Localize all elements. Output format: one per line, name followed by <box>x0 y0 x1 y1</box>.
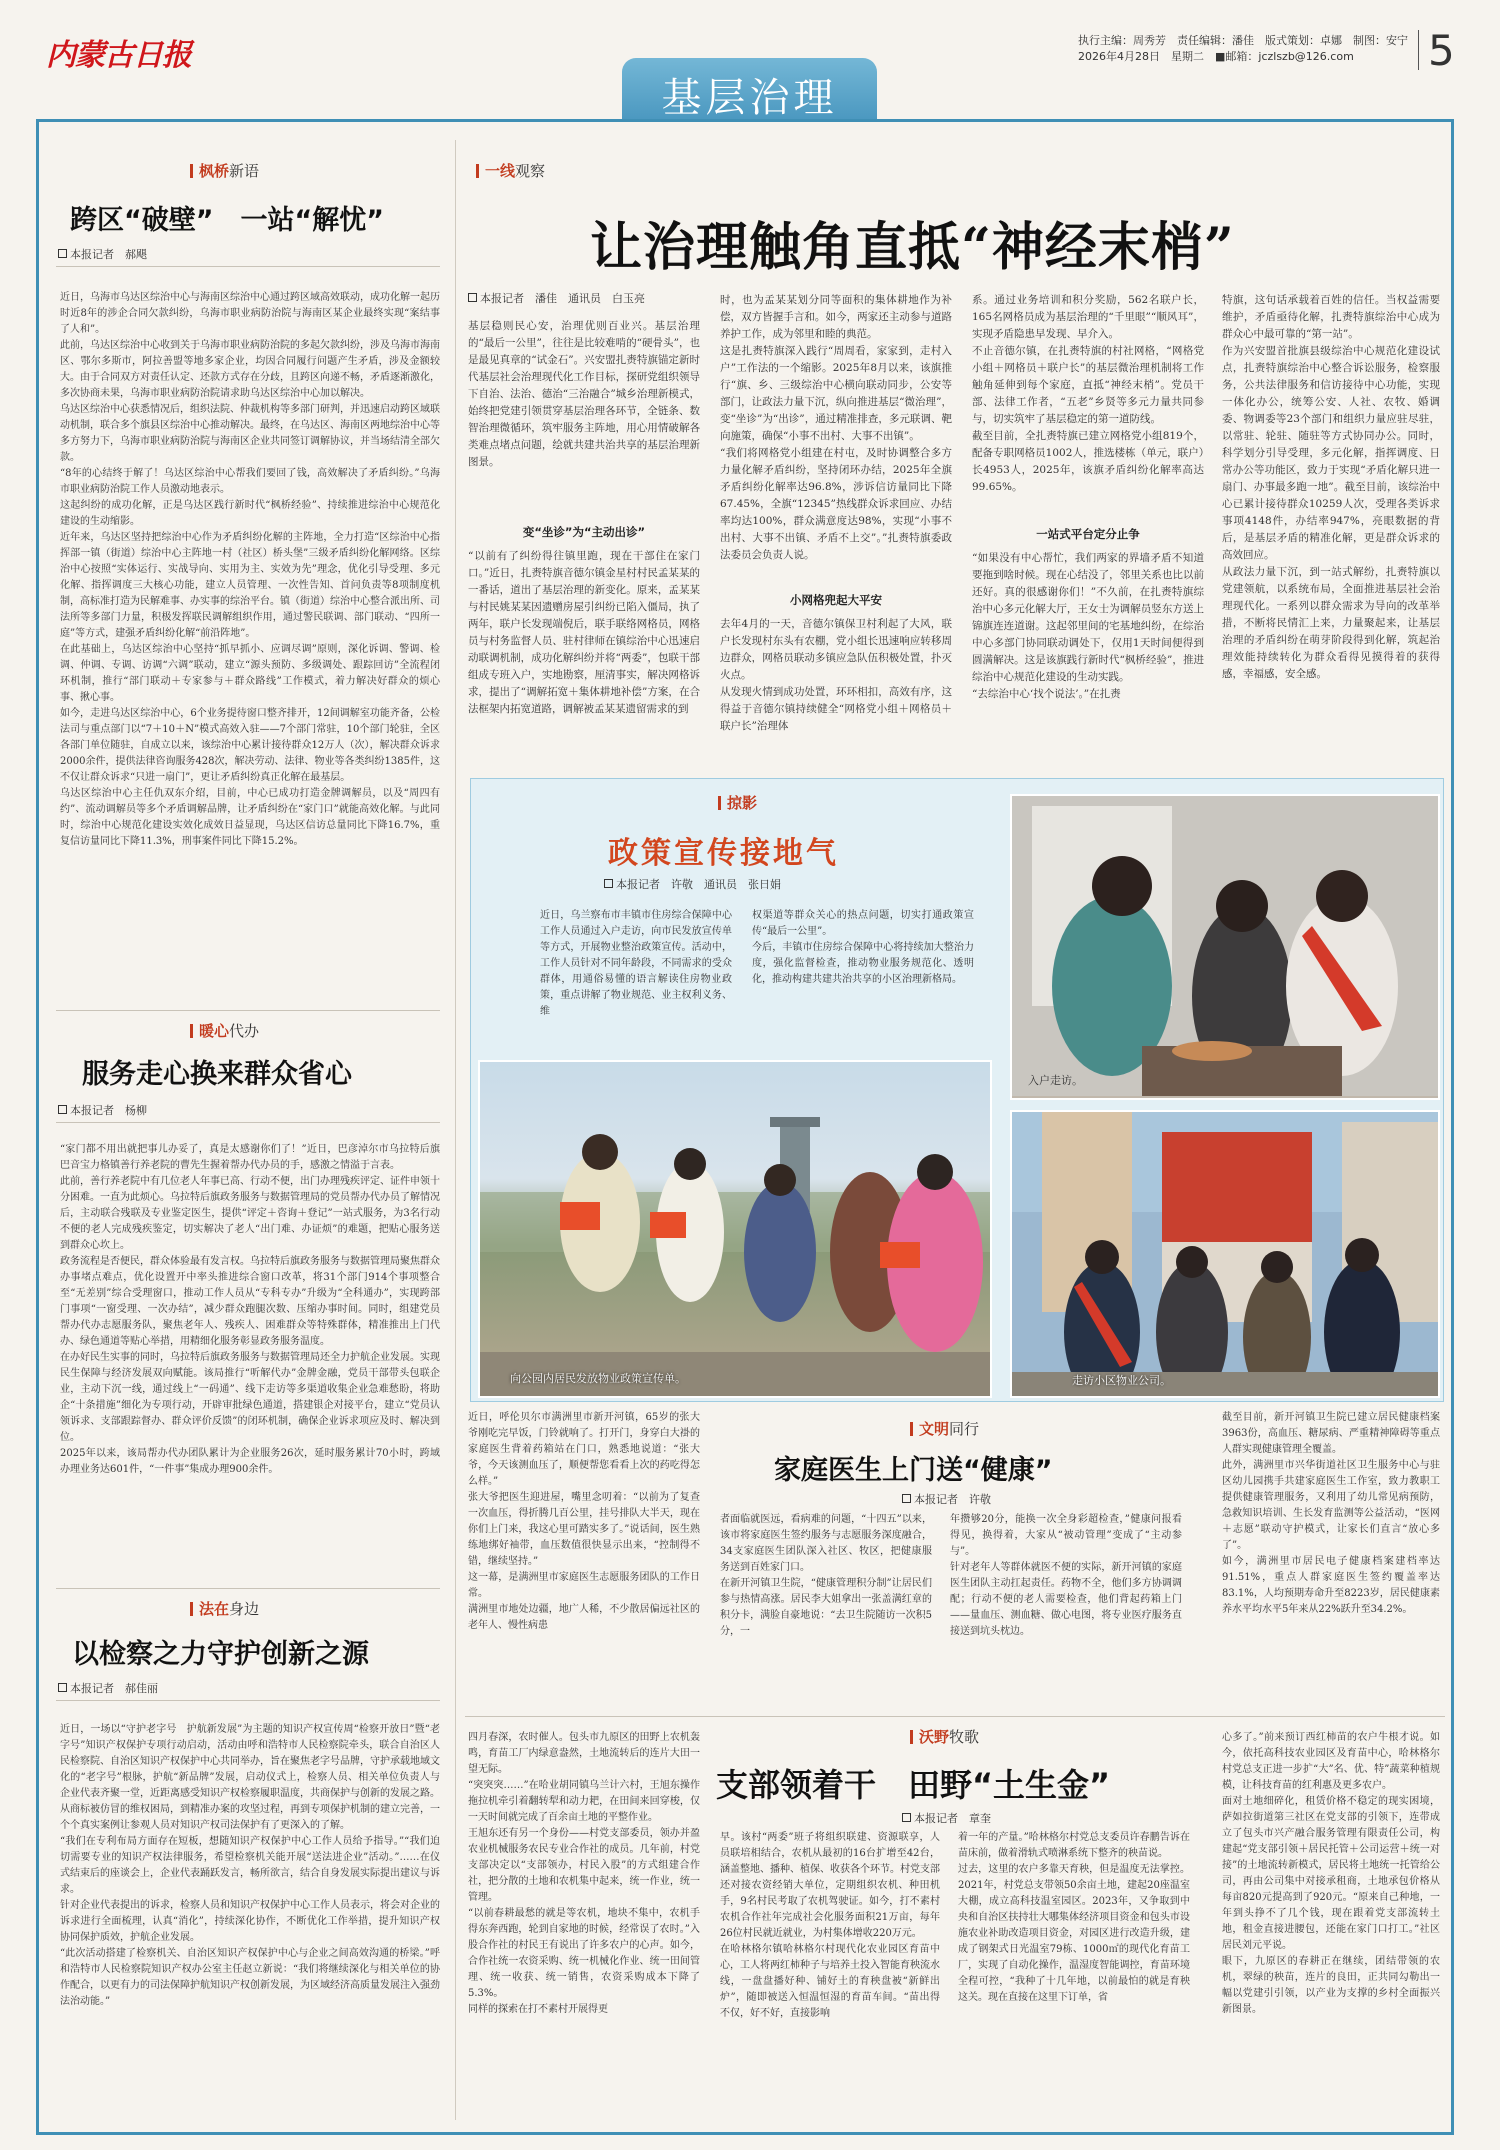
article-title: 以检察之力守护创新之源 <box>72 1639 369 1670</box>
column-tag: 法在身边 <box>190 1598 259 1619</box>
article-title: 跨区“破壁” 一站“解忧” <box>70 205 384 236</box>
article-body: 近日，乌海市乌达区综治中心与海南区综治中心通过跨区域高效联动，成功化解一起历时近8年的涉企合同欠款纠纷，乌海市职业病防治院与海南区某企业最终实现“案结事了人和”。 此前，乌达区综治中心收到关于乌海市职业病防治院的多起欠款纠纷，涉及乌海市海南区、鄂尔多斯市，阿拉善盟等地多家企业，均因合同履行问题产生矛盾，涉及金额较大。由于合同双方对责任认定、还款方式存在分歧，且跨区向递不畅，矛盾逐渐激化，多次协商未果，乌海市职业病防治院请求助乌达区综治中心加以解决。 乌达区综治中心获悉情况后，组织法院、仲裁机构等多部门研判，并迅速启动跨区域联动机制，联合多个旗县区综治中心推动解决。最终，在乌达区、海南区两地综治中心等多方努力下，乌海市职业病防治院与海南区企业共同签订调解协议，并当场结清全部欠款。 “8年的心结终于解了！乌达区综治中心帮我们要回了钱，高效解决了矛盾纠纷。”乌海市职业病防治院工作人员激动地表示。 这起纠纷的成功化解，正是乌达区践行新时代“枫桥经验”、持续推进综治中心规范化建设的生动缩影。 近年来，乌达区坚持把综治中心作为矛盾纠纷化解的主阵地，全力打造“区综治中心指挥部一镇（街道）综治中心主阵地一村（社区）桥头堡”三级矛盾纠纷化解网络。区综治中心按照“实体运行、实战导向、实用为主、实效为先”理念，优化引导受理、多元化解、指挥调度三大核心功能，建立人员管理、一次性告知、首问负责等8项制度机制，高标准打造为民解难事、办实事的综治平台。镇（街道）综治中心整合派出所、司法所等多部门力量，积极发挥联民调解组织作用，通过警民联调、部门联动、“四所一庭”等方式，建强矛盾纠纷化解“前沿阵地”。 在此基础上，乌达区综治中心坚持“抓早抓小、应调尽调”原则，深化诉调、警调、检调、仲调、专调、访调“六调”联动，建立“源头预防、多级调处、跟踪回访”全流程闭环机制，推行“部门联动＋专家参与＋群众路线”工作模式，着力解决好群众的烦心事、揪心事。 如今，走进乌达区综治中心，6个业务提待窗口整齐排开，12间调解室功能齐备，公检法司与重点部门以“7＋10＋N”模式高效入驻——7个部门常驻，10个部门轮驻，全区各部门单位随驻，自成立以来，该综治中心累计接待群众12万人（次），解决群众诉求2000余件，提供法律咨询服务428次，解决劳动、法律、物业等各类纠纷1385件，这不仅让群众诉求“只进一扇门”，更让矛盾纠纷真正化解在最基层。 乌达区综治中心主任仇双东介绍，目前，中心已成功打造金牌调解员，以及“周四有约”、流动调解员等多个矛盾调解品牌，让矛盾纠纷在“家门口”就能高效化解。与此同时，综治中心规范化建设实效化成效日益显现，乌达区信访总量同比下降16.7%，重复信访量同比下降11.3%，刑事案件同比下降15.2%。 <box>60 292 440 847</box>
article-body: 特旗，这句话承载着百姓的信任。当权益需要维护，矛盾亟待化解，扎赉特旗综治中心成为群众心中最可靠的“第一站”。 作为兴安盟首批旗县级综治中心规范化建设试点，扎赉特旗综治中心整合诉讼服务，检察服务，公共法律服务和信访接待中心功能，实现一体化办公，统筹公安、人社、农牧、婚调委、物调委等23个部门和组织力量应驻尽驻，以常驻、轮驻、随驻等方式协同办公。同时，科学划分引导受理，多元化解，指挥调度、日常办公等功能区，致力于实现“矛盾化解只进一扇门、办事最多跑一地”。截至目前，该综治中心已累计接待群众10259人次，受理各类诉求事项4148件，办结率947%，亮眼数据的背后，是基层矛盾的精准化解，更是群众诉求的高效回应。 从政法力量下沉，到一站式解纷，扎赉特旗以党建领航，以系统布局，全面推进基层社会治理现代化。一系列以群众需求为导向的改革举措，不断将民情汇上来，力量聚起来，让基层治理的矛盾纠纷在萌芽阶段得到化解，筑起治理效能持续转化为群众看得见摸得着的获得感，幸福感，安全感。 <box>1222 294 1440 680</box>
photo-caption: 向公园内居民发放物业政策宣传单。 <box>510 1372 686 1385</box>
article-byline: 本报记者 章奎 <box>902 1810 991 1826</box>
article-byline: 本报记者 郝佳丽 <box>58 1680 158 1696</box>
divider <box>465 1716 1445 1717</box>
article-title: 支部领着干 田野“土生金” <box>716 1766 1111 1804</box>
photo-policy-leaflets <box>478 1060 992 1398</box>
article-body: 系。通过业务培训和积分奖励，562名联户长，165名网格员成为基层治理的“千里眼”“顺风耳”，实现矛盾隐患早发现、早介入。 不止音德尔镇，在扎赉特旗的村社网格，“网格党小组＋网格员＋联户长”的基层微治理机制将工作触角延伸到每个家庭，直抵“神经末梢”。党员干部、法律工作者，“五老”乡贤等多元力量共同参与，切实筑牢了基层稳定的第一道防线。 截至目前，全扎赉特旗已建立网格党小组819个，配备专职网格员1002人，推选楼栋（单元，联户）长4953人，2025年，该旗矛盾纠纷化解率高达99.65%。 <box>972 294 1204 493</box>
divider <box>56 1122 440 1123</box>
article-byline: 本报记者 郝飓 <box>58 246 147 262</box>
column-tag: 枫桥新语 <box>190 160 259 181</box>
article-body: 心多了。”前来预订西红柿苗的农户牛根才说。如今，依托高科技农业园区及育苗中心，哈林格尔村党总支正进一步扩“大”名、优、特”蔬菜种植规模，让科技育苗的红利惠及更多农户。 面对土地细碎化，租赁价格不稳定的现实困境，萨如拉街道第三社区在党支部的引领下，连带成立了包头市兴产融合服务管理有限责任公司，构建起“党支部引领＋居民托管＋公司运营＋统一对接”的土地流转新模式，居民将土地统一托管给公司，再由公司集中对接承租商，土地承包价格从每亩820元提高到了920元。“原来自己种地，一年到头挣不了几个钱，现在跟着党支部流转土地，租金直接进腰包，还能在家门口打工。”社区居民刘元平说。 眼下，九原区的春耕正在继续，团结带领的农机，翠绿的秧苗，连片的良田，正共同勾勒出一幅以党建引引领，以产业为支撑的乡村全面振兴新图景。 <box>1222 1732 1440 2015</box>
photo-caption: 入户走访。 <box>1028 1074 1083 1087</box>
article-body: 近日，一场以“守护老字号 护航新发展”为主题的知识产权宣传周“检察开放日”暨“老字号”知识产权保护专项行动启动，活动由呼和浩特市人民检察院牵头，联合自治区人民检察院、自治区知识产权保护中心共同举办，旨在聚焦老字号品牌，守护承载地域文化的“老字号”根脉，护航“新品牌”发展，启动仪式上，检察人员、相关单位负责人与企业代表齐聚一堂，近距离感受知识产权检察履职温度，共商保护与创新的发展之路。 从商标被仿冒的维权困局，到精准办案的攻坚过程，再到专项保护机制的建立完善，一个个真实案例让参观人员对知识产权司法保护有了更深入的了解。 “我们在专利布局方面存在短板，想随知识产权保护中心工作人员给予指导。”“我们迫切需要专业的知识产权法律服务，希望检察机关能开展“送法进企业”活动。”……在仪式结束后的座谈会上，企业代表踊跃发言，畅所欲言，结合自身发展实际提出建议与诉求。 针对企业代表提出的诉求，检察人员和知识产权保护中心工作人员表示，将会对企业的诉求进行全面梳理，认真“消化”，持续深化协作，不断优化工作举措，提升知识产权协同保护质效，护航企业发展。 “此次活动搭建了检察机关、自治区知识产权保护中心与企业之间高效沟通的桥梁。”呼和浩特市人民检察院知识产权办公室主任赵立新说：“我们将继续深化与相关单位的协作配合，以更有力的司法保障护航知识产权创新发展，为区域经济高质量发展注入强劲法治动能。” <box>60 1724 440 2007</box>
subhead: 一站式平台定分止争 <box>1036 527 1140 541</box>
photo-scene <box>1012 1112 1438 1396</box>
newspaper-logo: 内蒙古日报 <box>46 38 191 73</box>
editor-credits: 执行主编：周秀芳 责任编辑：潘佳 版式策划：卓娜 制图：安宁 <box>1078 34 1408 47</box>
page-number: 5 <box>1428 26 1455 75</box>
issue-date-email: 2026年4月28日 星期二 ■邮箱：jczlszb@126.com <box>1078 50 1354 63</box>
photo-caption: 走访小区物业公司。 <box>1072 1374 1171 1387</box>
article-byline: 本报记者 许敬 <box>902 1491 991 1507</box>
column-tag: 掠影 <box>718 792 757 813</box>
divider <box>56 266 440 267</box>
article-body: 四月春深，农时催人。包头市九原区的田野上农机轰鸣，育苗工厂内绿意盎然，土地流转后的连片大田一望无际。 “突突突……”在哈业胡同镇乌兰计六村，王旭东操作拖拉机牵引着翻转犁和动力耙，在田间来回穿梭，仅一天时间就完成了百余亩土地的平整作业。 王旭东还有另一个身份——村党支部委员，领办并盈农业机械服务农民专业合作社的成员。几年前，村党支部决定以“支部领办，村民入股”的方式组建合作社，把分散的土地和农机集中起来，统一作业，统一管理。 “以前春耕最愁的就是等农机，地块不集中，农机手得东奔西跑，轮到自家地的时候，经常误了农时。”入股合作社的村民王有说出了许多农户的心声。如今，合作社统一农资采购、统一机械化作业、统一田间管理、统一收获、统一销售，农资采购成本下降了5.3%。 同样的探索在打不素村开展得更 <box>468 1732 700 2015</box>
article-body: 年攒够20分，能换一次全身彩超检查，”健康问报看得见，换得着，大家从“被动管理”变成了“主动参与”。 针对老年人等群体就医不便的实际，新开河镇的家庭医生团队主动扛起责任。药物不全，他们多方协调调配；行动不便的老人需要检查，他们背起药箱上门——量血压、测血糖、做心电图，将专业医疗服务直接送到坑头枕边。 <box>950 1514 1182 1637</box>
photo-scene <box>480 1062 990 1396</box>
column-tag: 一线观察 <box>476 160 545 181</box>
article-body: 近日，乌兰察布市丰镇市住房综合保障中心工作人员通过入户走访，向市民发放宣传单等方式，开展物业整治政策宣传。活动中，工作人员针对不同年龄段，不同需求的受众群体，用通俗易懂的语言解读住房物业政策，重点讲解了物业规范、业主权利义务、维 <box>540 910 732 1017</box>
photo-home-visit <box>1010 794 1440 1100</box>
photo-property-company <box>1010 1110 1440 1398</box>
article-body: 截至目前，新开河镇卫生院已建立居民健康档案3963份，高血压、糖尿病、严重精神障碍等重点人群实现健康管理全覆盖。 此外，满洲里市兴华街道社区卫生服务中心与驻区幼儿园携手共建家庭医生工作室，致力教职工提供健康管理服务，又利用了幼儿常见病预防，急救知识培训、生长发育监测等公益活动，“医网＋志愿”联动守护模式，让家长们直言“放心多了”。 如今，满洲里市居民电子健康档案建档率达91.51%，重点人群家庭医生签约覆盖率达83.1%，人均预期寿命升至8223岁，居民健康素养水平均水平5年来从22%跃升至34.2%。 <box>1222 1412 1440 1615</box>
subhead: 小网格兜起大平安 <box>790 593 882 607</box>
article-byline: 本报记者 杨柳 <box>58 1102 147 1118</box>
article-title: 家庭医生上门送“健康” <box>774 1455 1053 1486</box>
divider <box>56 1588 440 1589</box>
page-number-divider <box>1418 30 1419 70</box>
column-tag: 沃野牧歌 <box>910 1726 979 1747</box>
column-tag: 文明同行 <box>910 1418 979 1439</box>
section-title: 基层治理 <box>661 75 838 121</box>
article-byline: 本报记者 潘佳 通讯员 白玉亮 <box>468 290 645 306</box>
article-body: 时，也为孟某某划分同等面积的集体耕地作为补偿，双方皆握手言和。如今，两家还主动参与道路养护工作，成为邻里和睦的典范。 这是扎赉特旗深入践行“周周看，家家到，走村入户”工作法的一个缩影。2025年8月以来，该旗推行“旗、乡、三级综治中心横向联动同步，公安等部门，让政法力量下沉，纵向推进基层“微治理”，变“坐诊”为“出诊”，通过精准排查，多元联调、靶向施策，确保“小事不出村、大事不出镇”。 “我们将网格党小组建在村屯，及时协调整合多方力量化解矛盾纠纷，坚持闭环办结，2025年全旗矛盾纠纷化解率达96.8%，涉诉信访量同比下降67.45%，全旗“12345”热线群众诉求回应、办结率均达100%，群众满意度达98%，实现“小事不出村、大事不出镇、矛盾不上交”。”扎赉特旗委政法委员会负责人说。 <box>720 294 952 561</box>
subhead: 变“坐诊”为“主动出诊” <box>522 525 646 539</box>
divider <box>56 1010 440 1011</box>
photo-section-title: 政策宣传接地气 <box>608 836 839 871</box>
article-body: “家门都不用出就把事儿办妥了，真是太感谢你们了！”近日，巴彦淖尔市乌拉特后旗巴音宝力格镇善行养老院的曹先生握着帮办代办员的手，感激之情溢于言表。 此前，善行养老院中有几位老人年事已高、行动不便，出门办理残疾评定、证件申领十分困难。一直为此烦心。乌拉特后旗政务服务与数据管理局的党员帮办代办员了解情况后，主动联合残联及专业鉴定医生，提供“评定＋咨询＋登记”一站式服务，为3名行动不便的老人完成残疾鉴定，切实解决了老人“出门难、办证烦”的难题，把贴心服务送到群众心坎上。 政务流程是否便民，群众体验最有发言权。乌拉特后旗政务服务与数据管理局聚焦群众办事堵点难点，优化设置开中率头推进综合窗口改革，将31个部门914个事项整合至“无差别”综合受理窗口，推动工作人员从“专科专办”升级为“全科通办”，实现跨部门事项“一窗受理、一次办结”，减少群众跑腿次数、压缩办事时间。同时，组建党员帮办代办志愿服务队，聚焦老年人、残疾人、困难群众等特殊群体，精准推出上门代办、绿色通道等贴心举措，用精细化服务彰显政务服务温度。 在办好民生实事的同时，乌拉特后旗政务服务与数据管理局还全力护航企业发展。实现民生保障与经济发展双向赋能。该局推行“听解代办”金牌金融，党员干部带头包联企业，主动下沉一线，通过线上“一码通”、线下走访等多渠道收集企业急难愁盼，将助企“十条措施”细化为专项行动，开辟审批绿色通道，搭建银企对接平台，建立“党员认领诉求、支部跟踪督办、群众评价反馈”的闭环机制，确保企业诉求项应及时、解决到位。 2025年以来，该局帮办代办团队累计为企业服务26次，延时服务累计70小时，跨域办理业务达601件，“一件事”集成办理900余件。 <box>60 1144 440 1475</box>
article-body: 去年4月的一天，音德尔镇保卫村利起了大风，联户长发现村东头有农棚，党小组长迅速响应转移周边群众，网格员联动多镇应急队伍积极处置，扑灭火点。 从发现火情到成功处置，环环相扣，高效有序，这得益于音德尔镇持续健全“网格党小组＋网格员＋联户长”治理体 <box>720 618 952 732</box>
divider <box>56 1700 440 1701</box>
article-byline: 本报记者 许敬 通讯员 张日娟 <box>604 876 781 892</box>
article-body: 近日，呼伦贝尔市满洲里市新开河镇，65岁的张大爷刚吃完早饭，门铃就响了。打开门，身穿白大褂的家庭医生背着药箱站在门口，熟悉地说道：“张大爷，今天该测血压了，顺便帮您看看上次的药吃得怎么样。” 张大爷把医生迎进屋，嘴里念叨着：“以前为了复查一次血压，得折腾几百公里，挂号排队大半天，现在你们上门来，我这心里可踏实多了。”说话间，医生熟练地绑好袖带，血压数值很快显示出来，“控制得不错，继续坚持。” 这一幕，是满洲里市家庭医生志愿服务团队的工作日常。 满洲里市地处边疆，地广人稀，不少散居偏远社区的老年人、慢性病患 <box>468 1412 700 1631</box>
photo-scene <box>1012 796 1438 1098</box>
article-body: “以前有了纠纷得往镇里跑，现在干部住在家门口。”近日，扎赉特旗音德尔镇金星村村民孟某某的一番话，道出了基层治理的新变化。原来，孟某某与村民姚某某因遗赠房屋引纠纷已陷入僵局，执了两年，联户长发现端倪后，联手联络网格员，网格员与村务监督人员、驻村律师在镇综治中心迅速启动联调机制，成功化解纠纷并将“两委”，包联干部组成专班入户，实地勘察，厘清事实，解决网格诉求，提出了“调解拓宽＋集体耕地补偿”方案，在合法框架内拓宽道路，调解被孟某某遗留需求的到 <box>468 550 700 715</box>
article-body: 权渠道等群众关心的热点问题，切实打通政策宣传“最后一公里”。 今后，丰镇市住房综合保障中心将持续加大整治力度，强化监督检查，推动物业服务规范化、透明化，推动构建共建共治共享的小区治理新格局。 <box>752 910 974 985</box>
article-body: “如果没有中心帮忙，我们两家的界墙矛盾不知道要拖到啥时候。现在心结没了，邻里关系也比以前还好。真的很感谢你们！”不久前，在扎赉特旗综治中心多元化解大厅，王女士为调解员竖东方送上锦旗连连道谢。这起邻里间的宅基地纠纷，在综治中心多部门协同联动调处下，仅用1天时间便得到圆满解决。这是该旗践行新时代“枫桥经验”，推进综治中心规范化建设的生动实践。 “去综治中心‘找个说法’。”在扎赉 <box>972 552 1204 700</box>
article-title: 服务走心换来群众省心 <box>82 1059 352 1090</box>
article-body: 者面临就医远，看病难的问题，“十四五”以来，该市将家庭医生签约服务与志愿服务深度融合，34支家庭医生团队深入社区、牧区，把健康服务送到百姓家门口。 在新开河镇卫生院，“健康管理积分制”让居民们参与热情高涨。居民李大姐拿出一张盖满红章的积分卡，满脸自豪地说：“去卫生院随访一次积5分，一 <box>720 1514 932 1637</box>
column-tag: 暖心代办 <box>190 1020 259 1041</box>
article-body: 早。该村“两委”班子将组织联建、资源联享，人员联培相结合，农机从最初的16台扩增至42台，涵盖整地、播种、植保、收获各个环节。村党支部还对接农资经销大单位，定期组织农机、种田机手，9名村民考取了农机驾驶证。如今，打不素村农机合作社年完成社会化服务面积21万亩，每年26位村民就近就业，为村集体增收220万元。 在哈林格尔镇哈林格尔村现代化农业园区育苗中心，工人将两红柿种子与培养土投入智能育秧流水线，一盘盘播好种、铺好土的育秧盘被“新鲜出炉”，随即被送入恒温恒湿的育苗车间。“苗出得不仅，好不好，直接影响 <box>720 1832 940 2019</box>
article-body: 基层稳则民心安，治理优则百业兴。基层治理的“最后一公里”，往往是比较难啃的“硬骨头”，也是最见真章的“试金石”。兴安盟扎赉特旗锚定新时代基层社会治理现代化工作目标，探研党组织领导下自治、法治、德治“三治融合”城乡治理新模式，始终把党建引领贯穿基层治理各环节，全链条、数智治理微循环，筑牢服务主阵地，用心用情破解各类难点堵点问题，绘就共建共治共享的基层治理新图景。 <box>468 320 700 468</box>
main-headline: 让治理触角直抵“神经末梢” <box>590 217 1235 278</box>
column-rule <box>455 140 456 2120</box>
article-body: 着一年的产量。”哈林格尔村党总支委员许春鹏告诉在苗床前，做着滑轨式喷淋系统下整齐的秧苗说。 过去，这里的农户多靠天育秧，但是温度无法掌控。2021年，村党总支带领50余亩土地，建起20座温室大棚，成立高科技温室园区。2023年，又争取到中央和自治区扶持壮大哪集体经济项目资金和包头市设施农业补助改造项目资金，对园区进行改造升级，建成了钢架式日光温室79栋、1000㎡的现代化育苗工厂，实现了自动化操作，温湿度智能调控，育苗环境全程可控，“我种了十几年地，以前最怕的就是育秧这关。现在直接在这里下订单，省 <box>958 1832 1190 2003</box>
